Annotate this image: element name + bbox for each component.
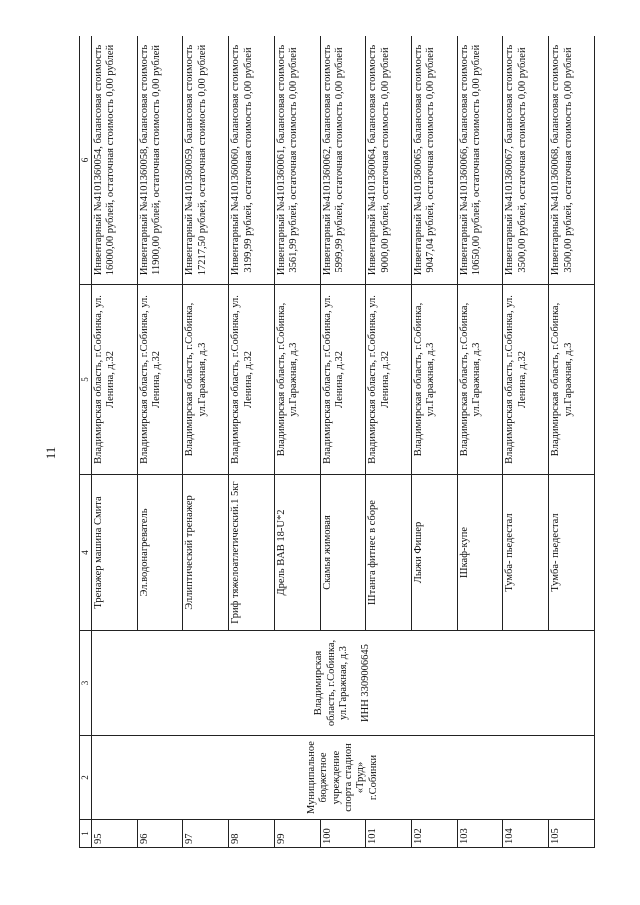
item-location: Владимирская область, г.Собинка, ул. Ленина, д.32 [229, 285, 275, 475]
column-number: 6 [80, 36, 92, 285]
institution-address: Владимирская область, г.Собинка, ул.Гаражная, д.3 [313, 639, 349, 727]
row-number: 98 [229, 820, 275, 848]
institution-name: Муниципальное бюджетное учреждение спорта стадион «Труд» г.Собинки [305, 741, 379, 814]
item-name: Эл.водонагреватель [137, 475, 183, 631]
item-details: Инвентарный №4101360066, балансовая стоимость 10650,00 рублей, остаточная стоимость 0,00 рублей [457, 36, 503, 285]
row-number: 97 [183, 820, 229, 848]
item-name: Штанга фитнес в сборе [366, 475, 412, 631]
item-name: Тумба- пьедестал [549, 475, 595, 631]
item-name: Шкаф-купе [457, 475, 503, 631]
item-details: Инвентарный №4101360059, балансовая стоимость 17217,50 рублей, остаточная стоимость 0,00 рублей [183, 36, 229, 285]
row-number: 100 [320, 820, 366, 848]
column-number: 1 [80, 820, 92, 848]
property-table [79, 36, 595, 848]
item-location: Владимирская область, г.Собинка, ул. Ленина, д.32 [503, 285, 549, 475]
item-details: Инвентарный №4101360068, балансовая стоимость 3500,00 рублей, остаточная стоимость 0,00 рублей [549, 36, 595, 285]
column-number: 2 [80, 736, 92, 820]
row-number: 103 [457, 820, 503, 848]
item-location: Владимирская область, г.Собинка, ул. Ленина, д.32 [320, 285, 366, 475]
item-location: Владимирская область, г.Собинка, ул.Гаражная, д.3 [457, 285, 503, 475]
item-details: Инвентарный №4101360064, балансовая стоимость 9000,00 рублей, остаточная стоимость 0,00 рублей [366, 36, 412, 285]
institution-inn: ИНН 3309006645 [360, 644, 372, 722]
item-location: Владимирская область, г.Собинка, ул.Гаражная, д.3 [412, 285, 458, 475]
item-name: Дрель BAB 18-U*2 [274, 475, 320, 631]
table-frame [79, 36, 595, 848]
item-details: Инвентарный №4101360067, балансовая стоимость 3500,00 рублей, остаточная стоимость 0,00 рублей [503, 36, 549, 285]
page-number: 11 [43, 446, 58, 460]
column-number: 5 [80, 285, 92, 475]
item-details: Инвентарный №4101360061, балансовая стоимость 3561,99 рублей, остаточная стоимость 0,00 рублей [274, 36, 320, 285]
row-number: 101 [366, 820, 412, 848]
item-location: Владимирская область, г.Собинка, ул.Гаражная, д.3 [274, 285, 320, 475]
item-location: Владимирская область, г.Собинка, ул. Ленина, д.32 [366, 285, 412, 475]
item-name: Эллиптический тренажер [183, 475, 229, 631]
item-details: Инвентарный №4101360058, балансовая стоимость 11900,00 рублей, остаточная стоимость 0,00 рублей [137, 36, 183, 285]
item-name: Гриф тяжелоатлетический.1 5кг [229, 475, 275, 631]
table-row [92, 36, 138, 848]
item-details: Инвентарный №4101360060, балансовая стоимость 3199,99 рублей, остаточная стоимость 0,00 рублей [229, 36, 275, 285]
item-location: Владимирская область, г.Собинка, ул.Гаражная, д.3 [183, 285, 229, 475]
row-number: 104 [503, 820, 549, 848]
row-number: 105 [549, 820, 595, 848]
item-details: Инвентарный №4101360065, балансовая стоимость 9047,04 рублей, остаточная стоимость 0,00 рублей [412, 36, 458, 285]
row-number: 102 [412, 820, 458, 848]
row-number: 99 [274, 820, 320, 848]
item-location: Владимирская область, г.Собинка, ул.Гаражная, д.3 [549, 285, 595, 475]
item-name: Тренажер машина Смита [92, 475, 138, 631]
item-details: Инвентарный №4101360062, балансовая стоимость 5999,99 рублей, остаточная стоимость 0,00 рублей [320, 36, 366, 285]
item-location: Владимирская область, г.Собинка, ул. Ленина, д.32 [137, 285, 183, 475]
column-number: 3 [80, 631, 92, 736]
item-name: Лыжи Фишер [412, 475, 458, 631]
column-number: 4 [80, 475, 92, 631]
item-name: Скамья жимовая [320, 475, 366, 631]
item-name: Тумба- пьедестал [503, 475, 549, 631]
rotated-page-content [79, 36, 595, 848]
row-number: 95 [92, 820, 138, 848]
row-number: 96 [137, 820, 183, 848]
item-details: Инвентарный №4101360054, балансовая стоимость 16000,00 рублей, остаточная стоимость 0,00 рублей [92, 36, 138, 285]
column-number-row [80, 36, 92, 848]
item-location: Владимирская область, г.Собинка, ул. Ленина, д.32 [92, 285, 138, 475]
institution-address-cell [92, 631, 595, 736]
institution-name-cell [92, 736, 595, 820]
